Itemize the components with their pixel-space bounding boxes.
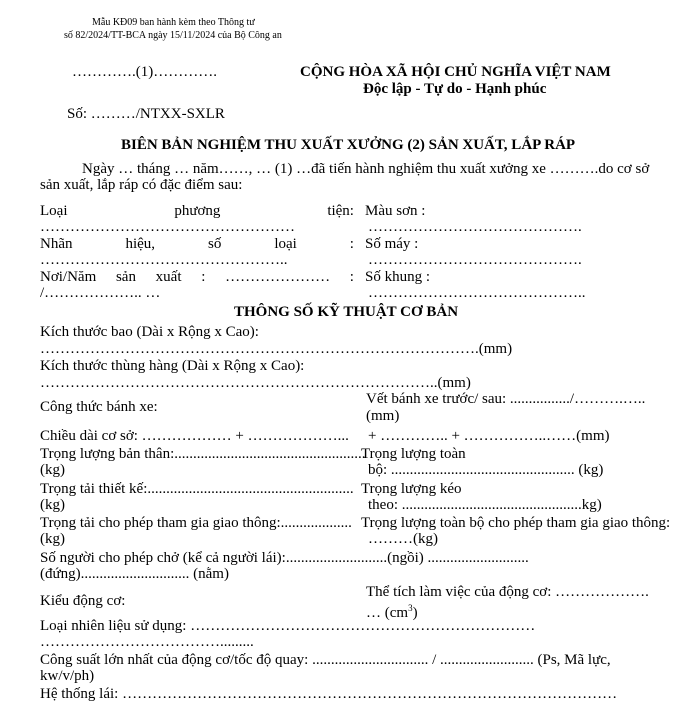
- chassis-number-label: Số khung :: [365, 269, 431, 285]
- displacement-unit: … $(cm^3)$: [366, 603, 418, 621]
- wheelbase-label: Chiều dài cơ sở: ……………… + ………………...: [40, 428, 349, 444]
- cargo-dimensions-label: Kích thước thùng hàng (Dài x Rộng x Cao):: [40, 358, 305, 374]
- permitted-payload-unit: (kg): [40, 531, 65, 547]
- origin-year-label: Nơi/Năm sản xuất : ………………… :: [40, 269, 354, 285]
- intro-line-1: Ngày … tháng … năm……, … (1) …đã tiến hành nghiệm thu xuất xưởng xe ……….do cơ sở: [82, 161, 650, 177]
- org-placeholder: ………….(1)………….: [72, 64, 217, 80]
- motto: Độc lập - Tự do - Hạnh phúc: [363, 81, 547, 97]
- max-power-label: Công suất lớn nhất của động cơ/tốc độ quay: ............................... / ......................... (Ps, Mã lực,: [40, 652, 611, 668]
- max-power-unit: kw/v/ph): [40, 668, 95, 684]
- wheel-formula-label: Công thức bánh xe:: [40, 399, 158, 415]
- track-width-label: Vết bánh xe trước/ sau: ................/……….…..: [366, 391, 646, 407]
- track-width-unit: (mm): [366, 408, 400, 424]
- chassis-number-dots: ……………………………………..: [368, 285, 586, 301]
- form-note-line1: Mẫu KĐ09 ban hành kèm theo Thông tư: [92, 17, 255, 28]
- towed-weight-dots: theo: ................................................kg): [368, 497, 602, 513]
- vehicle-type-dots: ……………………………………………: [40, 219, 295, 235]
- towed-weight-label: Trọng lượng kéo: [361, 481, 462, 497]
- curb-weight-label: Trọng lượng bản thân:...................................................: [40, 446, 366, 462]
- overall-dimensions-label: Kích thước bao (Dài x Rộng x Cao):: [40, 324, 259, 340]
- design-payload-unit: (kg): [40, 497, 65, 513]
- intro-line-2: sản xuất, lắp ráp có đặc điểm sau:: [40, 177, 243, 193]
- specs-heading: THÔNG SỐ KỸ THUẬT CƠ BẢN: [234, 304, 459, 320]
- vehicle-type-label: Loại phương tiện:: [40, 203, 354, 219]
- engine-number-label: Số máy :: [365, 236, 419, 252]
- paint-color-label: Màu sơn :: [365, 203, 426, 219]
- gross-weight-label: Trọng lượng toàn: [361, 446, 466, 462]
- overall-dimensions-dots: …………………………………………………………………………….(mm): [40, 341, 513, 357]
- document-title: BIÊN BẢN NGHIỆM THU XUẤT XƯỞNG (2) SẢN XUẤT, LẮP RÁP: [121, 137, 576, 153]
- country-name: CỘNG HÒA XÃ HỘI CHỦ NGHĨA VIỆT NAM: [300, 64, 611, 80]
- form-note-line2: số 82/2024/TT-BCA ngày 15/11/2024 của Bộ Công an: [64, 30, 282, 41]
- permitted-gross-weight-label: Trọng lượng toàn bộ cho phép tham gia giao thông:: [361, 515, 671, 531]
- cargo-dimensions-dots: ……………………………………………………………………..(mm): [40, 375, 471, 391]
- fuel-type-dots: ……………………………….........: [40, 634, 254, 650]
- wheelbase-cont: + ………….. + ……………..……(mm): [368, 428, 610, 444]
- fuel-type-label: Loại nhiên liệu sử dụng: ……………………………………………………………: [40, 618, 536, 634]
- brand-model-dots: …………………………………………..: [40, 252, 288, 268]
- curb-weight-unit: (kg): [40, 462, 65, 478]
- engine-type-label: Kiểu động cơ:: [40, 593, 126, 609]
- gross-weight-dots: bộ: ................................................. (kg): [368, 462, 604, 478]
- permitted-payload-label: Trọng tải cho phép tham gia giao thông:...................: [40, 515, 352, 531]
- permitted-gross-weight-dots: ………(kg): [368, 531, 438, 547]
- brand-model-label: Nhãn hiệu, số loại :: [40, 236, 354, 252]
- origin-year-dots: /……………….. …: [40, 285, 161, 301]
- steering-system-label: Hệ thống lái: ………………………………………………………………………………………: [40, 686, 618, 702]
- passenger-capacity-label: Số người cho phép chở (kể cả người lái):...........................(ngồi) ...........................: [40, 550, 529, 566]
- engine-number-dots: …………………………………….: [368, 252, 582, 268]
- passenger-capacity-cont: (đứng)............................. (nằm): [40, 566, 229, 582]
- design-payload-label: Trọng tải thiết kế:.......................................................: [40, 481, 354, 497]
- paint-color-dots: …………………………………….: [368, 219, 582, 235]
- document-number: Số: ………/NTXX-SXLR: [67, 106, 225, 122]
- displacement-label: Thể tích làm việc của động cơ: ……………….: [366, 584, 649, 600]
